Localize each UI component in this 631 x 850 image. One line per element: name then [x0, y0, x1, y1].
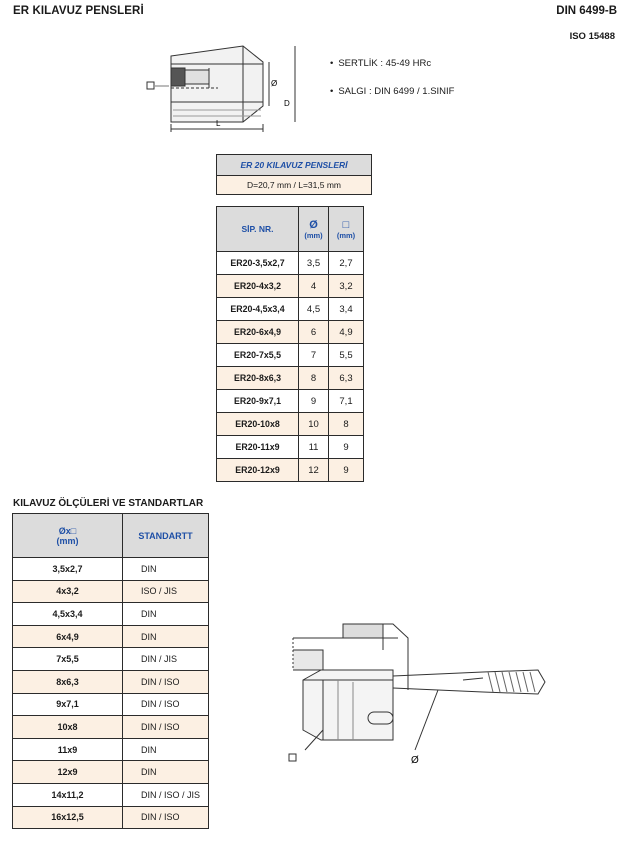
parts-code: ER20-4x3,2 — [217, 275, 299, 298]
parts-square: 3,2 — [329, 275, 364, 298]
std-dimension: 4,5x3,4 — [13, 603, 123, 626]
parts-square: 7,1 — [329, 390, 364, 413]
collet-drawing — [143, 42, 303, 134]
std-dimension: 10x8 — [13, 716, 123, 739]
parts-dia: 10 — [299, 413, 329, 436]
table-row — [217, 321, 364, 344]
parts-square: 9 — [329, 459, 364, 482]
table-row — [13, 603, 209, 626]
parts-square: 3,4 — [329, 298, 364, 321]
er20-title: ER 20 KILAVUZ PENSLERİ — [217, 155, 372, 176]
table-row — [217, 413, 364, 436]
parts-dia: 8 — [299, 367, 329, 390]
std-dimension: 7x5,5 — [13, 648, 123, 671]
er20-dimensions: D=20,7 mm / L=31,5 mm — [217, 176, 372, 195]
parts-code: ER20-10x8 — [217, 413, 299, 436]
parts-dia: 6 — [299, 321, 329, 344]
table-row — [13, 738, 209, 761]
tap-dia-label: Ø — [411, 755, 419, 766]
table-row — [13, 580, 209, 603]
standards-title: KILAVUZ ÖLÇÜLERİ VE STANDARTLAR — [13, 498, 204, 509]
table-row — [13, 716, 209, 739]
col-standard: STANDARTT — [123, 514, 209, 558]
std-standard: DIN / ISO / JIS — [123, 783, 209, 806]
table-row — [13, 783, 209, 806]
parts-square: 2,7 — [329, 252, 364, 275]
square-icon: □ — [342, 218, 350, 231]
table-row — [13, 806, 209, 829]
spec-runout: • SALGI : DIN 6499 / 1.SINIF — [330, 86, 455, 97]
std-dimension: 3,5x2,7 — [13, 558, 123, 581]
table-row — [217, 344, 364, 367]
std-dimension: 16x12,5 — [13, 806, 123, 829]
collet-dia-label: Ø — [271, 79, 278, 88]
std-dimension: 12x9 — [13, 761, 123, 784]
parts-dia: 4,5 — [299, 298, 329, 321]
std-standard: ISO / JIS — [123, 580, 209, 603]
col-code: SİP. NR. — [217, 207, 299, 252]
std-standard: DIN — [123, 603, 209, 626]
parts-code: ER20-12x9 — [217, 459, 299, 482]
page-title: ER KILAVUZ PENSLERİ — [13, 5, 144, 17]
std-dimension: 6x4,9 — [13, 625, 123, 648]
parts-code: ER20-3,5x2,7 — [217, 252, 299, 275]
std-dimension: 4x3,2 — [13, 580, 123, 603]
table-row — [13, 648, 209, 671]
std-standard: DIN / ISO — [123, 716, 209, 739]
parts-square: 5,5 — [329, 344, 364, 367]
standards-table — [12, 513, 209, 829]
parts-code: ER20-11x9 — [217, 436, 299, 459]
std-standard: DIN / JIS — [123, 648, 209, 671]
std-dimension: 14x11,2 — [13, 783, 123, 806]
parts-square: 8 — [329, 413, 364, 436]
parts-dia: 11 — [299, 436, 329, 459]
std-dimension: 9x7,1 — [13, 693, 123, 716]
col-square: □ (mm) — [329, 207, 364, 252]
parts-square: 4,9 — [329, 321, 364, 344]
parts-dia: 7 — [299, 344, 329, 367]
spec-hardness: • SERTLİK : 45-49 HRc — [330, 58, 455, 69]
table-row — [217, 275, 364, 298]
parts-code: ER20-9x7,1 — [217, 390, 299, 413]
parts-dia: 3,5 — [299, 252, 329, 275]
parts-dia: 12 — [299, 459, 329, 482]
parts-square: 6,3 — [329, 367, 364, 390]
table-row — [13, 693, 209, 716]
table-row — [217, 252, 364, 275]
std-standard: DIN — [123, 558, 209, 581]
table-row — [13, 625, 209, 648]
diameter-icon: Ø — [309, 218, 318, 231]
parts-code: ER20-6x4,9 — [217, 321, 299, 344]
parts-dia: 9 — [299, 390, 329, 413]
collet-l-label: L — [216, 119, 221, 128]
table-row — [13, 558, 209, 581]
table-row — [217, 459, 364, 482]
std-dimension: 8x6,3 — [13, 670, 123, 693]
tap-holder-drawing — [283, 620, 553, 770]
er20-header-table — [216, 154, 372, 195]
parts-code: ER20-4,5x3,4 — [217, 298, 299, 321]
std-standard: DIN / ISO — [123, 693, 209, 716]
din-standard: DIN 6499-B — [556, 5, 617, 17]
table-row — [217, 367, 364, 390]
std-standard: DIN / ISO — [123, 806, 209, 829]
table-row — [217, 436, 364, 459]
collet-d-label: D — [284, 99, 290, 108]
iso-standard: ISO 15488 — [569, 31, 615, 42]
std-standard: DIN — [123, 738, 209, 761]
parts-square: 9 — [329, 436, 364, 459]
table-row — [13, 670, 209, 693]
col-dimension: Øx□ (mm) — [13, 514, 123, 558]
parts-dia: 4 — [299, 275, 329, 298]
table-row — [13, 761, 209, 784]
table-row — [217, 390, 364, 413]
table-row — [217, 298, 364, 321]
parts-table — [216, 206, 364, 482]
col-dia: Ø (mm) — [299, 207, 329, 252]
std-standard: DIN — [123, 625, 209, 648]
spec-list — [330, 58, 455, 114]
parts-code: ER20-8x6,3 — [217, 367, 299, 390]
std-dimension: 11x9 — [13, 738, 123, 761]
std-standard: DIN — [123, 761, 209, 784]
parts-code: ER20-7x5,5 — [217, 344, 299, 367]
std-standard: DIN / ISO — [123, 670, 209, 693]
